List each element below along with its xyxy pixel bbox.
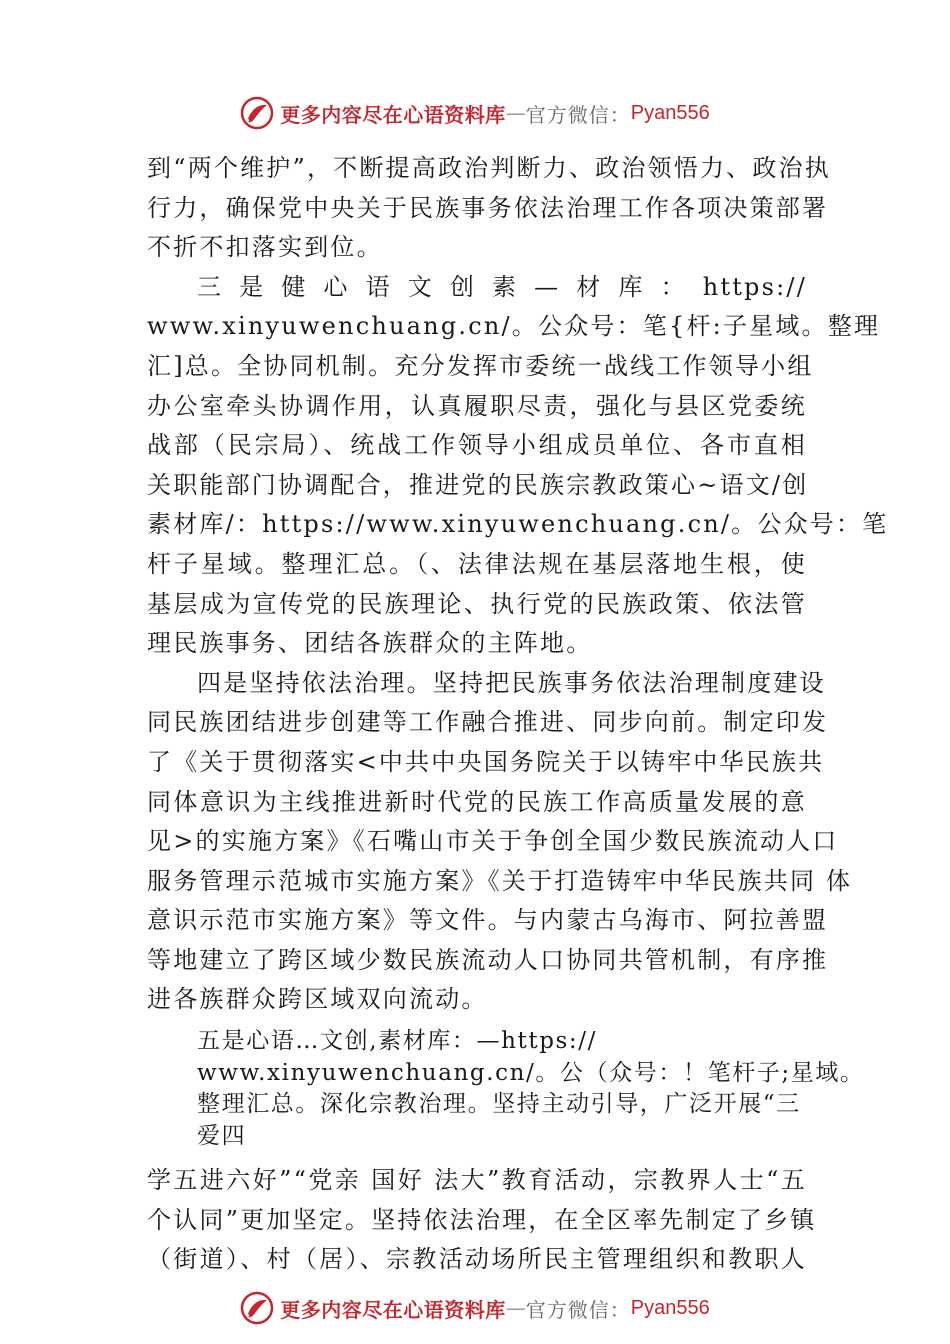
text-line: 汇]总。全协同机制。充分发挥市委统一战线工作领导小组 (147, 351, 814, 380)
footer-banner (0, 1291, 950, 1325)
banner-dash: — (505, 1296, 526, 1320)
text-line: 关职能部门协调配合，推进党的民族宗教政策心~语文/创 (147, 470, 809, 499)
text-line: 等地建立了跨区域少数民族流动人口协同共管机制，有序推 (147, 945, 829, 974)
text-line: 行力，确保党中央关于民族事务依法治理工作各项决策部署 (147, 193, 829, 222)
indented-block (197, 1026, 865, 1152)
text-line: 服务管理示范城市实施方案》《关于打造铸牢中华民族共同 体 (147, 866, 853, 895)
text-line: 进各族群众跨区域双向流动。 (147, 985, 488, 1014)
header-banner (0, 96, 950, 130)
text-line: 理民族事务、团结各族群众的主阵地。 (147, 629, 593, 658)
banner-wechat-id: Pyan556 (630, 1296, 710, 1319)
banner-main-text: 更多内容尽在心语资料库 (280, 1297, 506, 1322)
text-line: 了《关于贯彻落实<中共中央国务院关于以铸牢中华民族共 (147, 747, 825, 776)
brand-logo-icon (240, 96, 274, 130)
text-line: 见>的实施方案》《石嘴山市关于争创全国少数民族流动人口 (147, 827, 839, 856)
banner-main-text: 更多内容尽在心语资料库 (280, 102, 506, 127)
text-line: 办公室牵头协调作用，认真履职尽责，强化与县区党委统 (147, 391, 807, 420)
text-line: www.xinyuwenchuang.cn/。公（众号：！笔杆子;星域。 (197, 1059, 865, 1086)
text-line: 同民族团结进步创建等工作融合推进、同步向前。制定印发 (147, 708, 829, 737)
text-line: 到“两个维护”，不断提高政治判断力、政治领悟力、政治执 (147, 154, 831, 182)
text-line: 个认同”更加坚定。坚持依法治理，在全区率先制定了乡镇 (147, 1205, 817, 1234)
text-line: 意识示范市实施方案》等文件。与内蒙古乌海市、阿拉善盟 (147, 906, 829, 935)
text-line: 战部（民宗局）、统战工作领导小组成员单位、各市直相 (147, 431, 807, 460)
banner-dash: — (505, 101, 526, 125)
text-line: 杆子星域。整理汇总。（、法律法规在基层落地生根，使 (147, 549, 807, 578)
text-line: 素材库/：https://www.xinyuwenchuang.cn/。公众号：笔 (147, 510, 889, 539)
text-line: 整理汇总。深化宗教治理。坚持主动引导，广泛开展“三 (197, 1091, 801, 1117)
text-line: 同体意识为主线推进新时代党的民族工作高质量发展的意 (147, 787, 807, 816)
banner-wechat-label: 官方微信： (525, 102, 631, 127)
text-line: www.xinyuwenchuang.cn/。公众号：笔{杆:子星域。整理 (147, 312, 881, 341)
text-line: （街道）、村（居）、宗教活动场所民主管理组织和教职人 (147, 1245, 807, 1274)
text-line: 三是健心语文创素—材库：https:// (197, 272, 807, 301)
banner-wechat-id: Pyan556 (630, 101, 710, 124)
brand-logo-icon (240, 1291, 274, 1325)
text-line: 五是心语…文创,素材库：—https:// (197, 1028, 597, 1054)
text-line: 不折不扣落实到位。 (147, 233, 383, 262)
document-tail (147, 1161, 817, 1280)
banner-wechat-label: 官方微信： (525, 1297, 631, 1322)
text-line: 爱四 (197, 1122, 247, 1149)
text-line: 学五进六好”“党亲 国好 法大”教育活动，宗教界人士“五 (147, 1166, 807, 1194)
text-line: 四是坚持依法治理。坚持把民族事务依法治理制度建设 (197, 668, 826, 697)
document-body (147, 149, 889, 1020)
text-line: 基层成为宣传党的民族理论、执行党的民族政策、依法管 (147, 589, 807, 618)
